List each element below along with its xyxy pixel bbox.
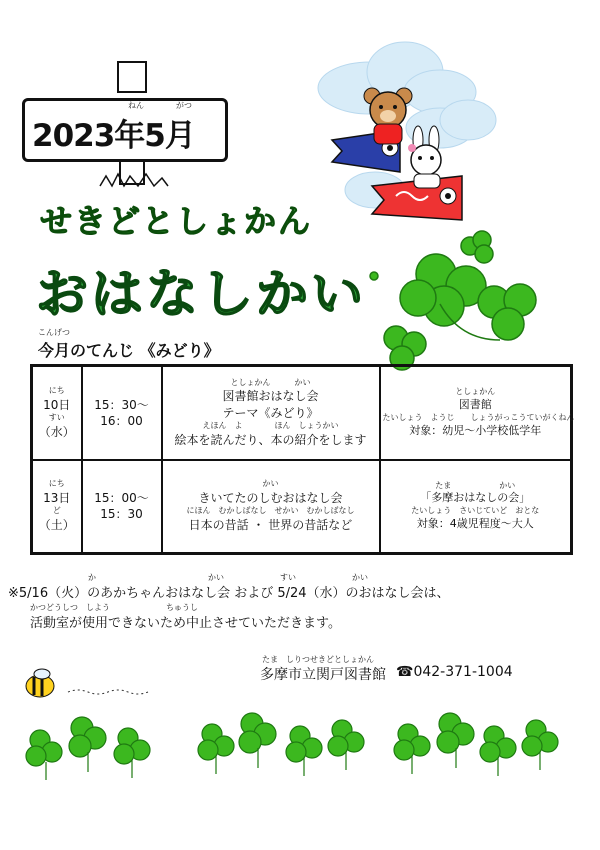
table-row <box>32 460 572 554</box>
date-cell <box>32 366 82 460</box>
event-cell <box>162 460 380 554</box>
clover-illustration <box>370 231 536 370</box>
date-title: 2023年5月 <box>32 118 195 154</box>
target-audience: 対象：4歳児程度～大人 <box>416 517 534 531</box>
notice-line-1: ※5/16（火）のあかちゃんおはなし会 および 5/24（水）のおはなし会は、 <box>8 586 450 601</box>
event-title: 図書館おはなし会 <box>222 389 319 404</box>
library-subtitle: せきどとしょかん <box>40 202 313 240</box>
notice-ruby-1: か かい すい かい <box>88 573 368 582</box>
ruby-nen: ねん <box>128 101 144 110</box>
ruby-gatsu: がつ <box>176 101 192 110</box>
ruby: たいしょう ようじ しょうがっこうていがくねん <box>382 412 575 422</box>
ruby: ど <box>52 506 61 516</box>
ruby: たいしょう さいじていど おとな <box>411 506 540 516</box>
table-row <box>32 366 572 460</box>
ruby: かい <box>262 479 279 489</box>
ruby: えほん よ ほん しょうかい <box>202 420 339 430</box>
event-title: きいてたのしむおはなし会 <box>198 491 343 506</box>
venue: 「多摩おはなしの会」 <box>420 491 531 505</box>
notice-line-2: 活動室が使用できないため中止させていただきます。 <box>30 616 341 631</box>
ruby: たま かい <box>435 480 516 490</box>
venue-cell <box>380 460 572 554</box>
date-day: 13日 <box>43 491 71 506</box>
ruby: にほん むかしばなし せかい むかしばなし <box>186 506 355 516</box>
time-end: 16：00 <box>100 413 143 428</box>
target-audience: 対象：幼児～小学校低学年 <box>409 423 542 437</box>
time-start: 15：00～ <box>94 491 149 506</box>
library-name: 多摩市立関戸図書館 <box>260 667 386 683</box>
tenji-ruby: こんげつ <box>38 328 70 337</box>
date-weekday: （水） <box>38 424 75 439</box>
page-title: おはなしかい <box>36 265 367 325</box>
time-start: 15：30～ <box>94 397 149 412</box>
ruby: すい <box>48 412 65 422</box>
ruby: にち <box>48 479 65 489</box>
monthly-exhibit: 今月のてんじ 《みどり》 <box>38 341 220 360</box>
date-day: 10日 <box>43 397 71 412</box>
ruby: にち <box>48 385 65 395</box>
time-cell <box>82 366 162 460</box>
ruby: としょかん かい <box>230 377 311 387</box>
date-weekday: （土） <box>38 518 75 533</box>
notice-ruby-2: かつどうしつ しよう ちゅうし <box>30 603 198 612</box>
phone-value: 042-371-1004 <box>413 664 513 680</box>
venue: 図書館 <box>458 397 492 411</box>
phone-icon: ☎ <box>396 664 414 680</box>
time-cell <box>82 460 162 554</box>
ruby: としょかん <box>455 387 496 397</box>
event-description: 日本の昔話 ・ 世界の昔話など <box>188 518 353 533</box>
date-cell <box>32 460 82 554</box>
bee-icon <box>26 669 148 697</box>
schedule-table <box>30 364 573 555</box>
venue-cell <box>380 366 575 460</box>
event-description: 絵本を読んだり、本の紹介をします <box>174 432 367 447</box>
event-theme: テーマ《みどり》 <box>222 405 319 420</box>
event-cell <box>162 366 380 460</box>
library-ruby: たま しりつせきどとしょかん <box>262 655 374 664</box>
clover-border <box>26 713 558 780</box>
time-end: 15：30 <box>100 507 143 522</box>
phone-number <box>396 664 513 680</box>
